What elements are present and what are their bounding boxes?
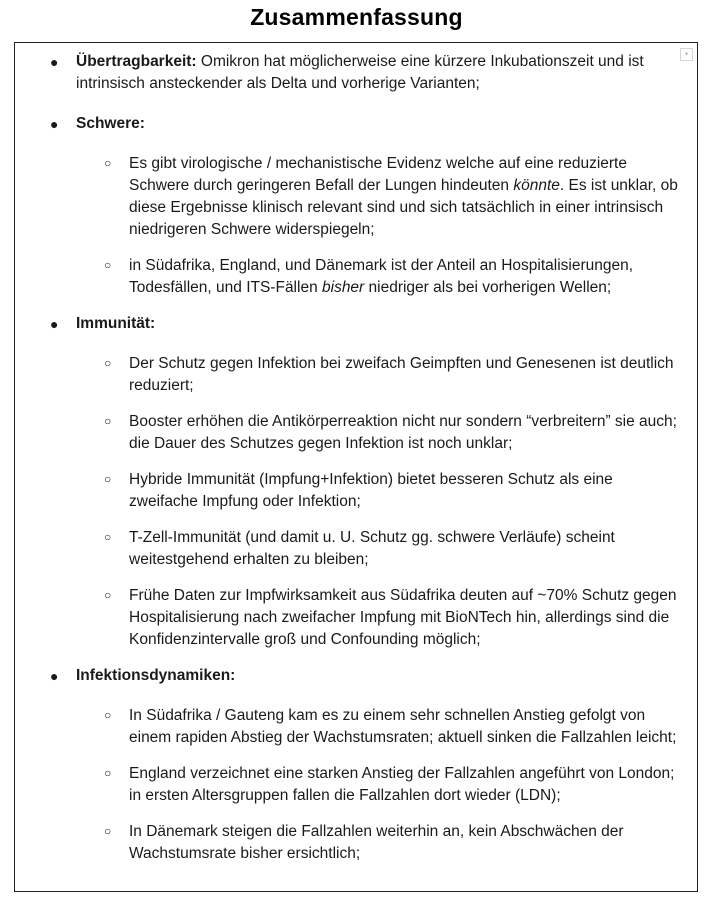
- bullet-circle-icon: ○: [104, 824, 112, 838]
- sub-bullet-immunity-1: [15, 353, 697, 397]
- sub-bullet-dynamics-2: [15, 763, 697, 807]
- bullet-circle-icon: ○: [104, 588, 112, 602]
- sub-bullet-immunity-5: [15, 585, 697, 651]
- emphasis-text: könnte: [513, 177, 560, 194]
- section-label-immunity: Immunität:: [76, 315, 156, 332]
- sub-text: Hybride Immunität (Impfung+Infektion) bietet besseren Schutz als eine zweifache Impfung oder Infektion;: [129, 471, 613, 510]
- sub-bullet-severity-1: [15, 153, 697, 241]
- section-label-transmissibility: Übertragbarkeit:: [76, 53, 197, 70]
- sub-text: Der Schutz gegen Infektion bei zweifach Geimpften und Genesenen ist deutlich reduziert;: [129, 355, 674, 394]
- sub-text: Booster erhöhen die Antikörperreaktion nicht nur sondern “verbreitern” sie auch; die Dauer des Schutzes gegen Infektion ist noch unklar;: [129, 413, 677, 452]
- bullet-transmissibility: [15, 51, 697, 95]
- bullet-severity: [15, 113, 697, 135]
- sub-bullet-dynamics-1: [15, 705, 697, 749]
- page-title: Zusammenfassung: [250, 4, 463, 30]
- sub-text: . Es ist unklar, ob diese Ergebnisse klinisch relevant sind und sich tatsächlich in einer intrinsisch niedrigeren Schwere widerspiegeln;: [129, 177, 678, 238]
- bullet-circle-icon: ○: [104, 414, 112, 428]
- sub-text: niedriger als bei vorherigen Wellen;: [364, 279, 612, 296]
- summary-box: [14, 42, 698, 892]
- sub-text: In Südafrika / Gauteng kam es zu einem sehr schnellen Anstieg gefolgt von einem rapiden Abstieg der Wachstumsraten; aktuell sinken die Fallzahlen leicht;: [129, 707, 677, 746]
- bullet-infection-dynamics: [15, 665, 697, 687]
- bullet-circle-icon: ○: [104, 708, 112, 722]
- bullet-dot-icon: ●: [50, 54, 59, 70]
- emphasis-text: bisher: [322, 279, 365, 296]
- sub-bullet-immunity-2: [15, 411, 697, 455]
- bullet-circle-icon: ○: [104, 356, 112, 370]
- bullet-circle-icon: ○: [104, 766, 112, 780]
- bullet-dot-icon: ●: [50, 316, 59, 332]
- sub-text: Es gibt virologische / mechanistische Evidenz welche auf eine reduzierte Schwere durch geringeren Befall der Lungen hindeuten: [129, 155, 627, 194]
- sub-bullet-dynamics-3: [15, 821, 697, 865]
- bullet-circle-icon: ○: [104, 258, 112, 272]
- sub-text: in Südafrika, England, und Dänemark ist der Anteil an Hospitalisierungen, Todesfällen, und ITS-Fällen: [129, 257, 634, 296]
- sub-text: T-Zell-Immunität (und damit u. U. Schutz gg. schwere Verläufe) scheint weitestgehend erhalten zu bleiben;: [129, 529, 615, 568]
- dropdown-arrow-icon[interactable]: ▾: [680, 48, 693, 61]
- sub-text: In Dänemark steigen die Fallzahlen weiterhin an, kein Abschwächen der Wachstumsrate bisher ersichtlich;: [129, 823, 624, 862]
- bullet-dot-icon: ●: [50, 116, 59, 132]
- section-label-infection-dynamics: Infektionsdynamiken:: [76, 667, 236, 684]
- bullet-immunity: [15, 313, 697, 335]
- summary-content: [15, 51, 697, 865]
- sub-text: Frühe Daten zur Impfwirksamkeit aus Südafrika deuten auf ~70% Schutz gegen Hospitalisierung nach zweifacher Impfung mit BioNTech hin, allerdings sind die Konfidenzintervalle groß und Confounding möglich;: [129, 587, 677, 648]
- bullet-circle-icon: ○: [104, 156, 112, 170]
- sub-bullet-immunity-3: [15, 469, 697, 513]
- section-label-severity: Schwere:: [76, 115, 145, 132]
- bullet-circle-icon: ○: [104, 530, 112, 544]
- sub-bullet-immunity-4: [15, 527, 697, 571]
- section-text-transmissibility: Omikron hat möglicherweise eine kürzere Inkubationszeit und ist intrinsisch ansteckender als Delta und vorherige Varianten;: [76, 53, 644, 92]
- sub-bullet-severity-2: [15, 255, 697, 299]
- bullet-circle-icon: ○: [104, 472, 112, 486]
- bullet-dot-icon: ●: [50, 668, 59, 684]
- sub-text: England verzeichnet eine starken Anstieg der Fallzahlen angeführt von London; in ersten Altersgruppen fallen die Fallzahlen dort wieder (LDN);: [129, 765, 675, 804]
